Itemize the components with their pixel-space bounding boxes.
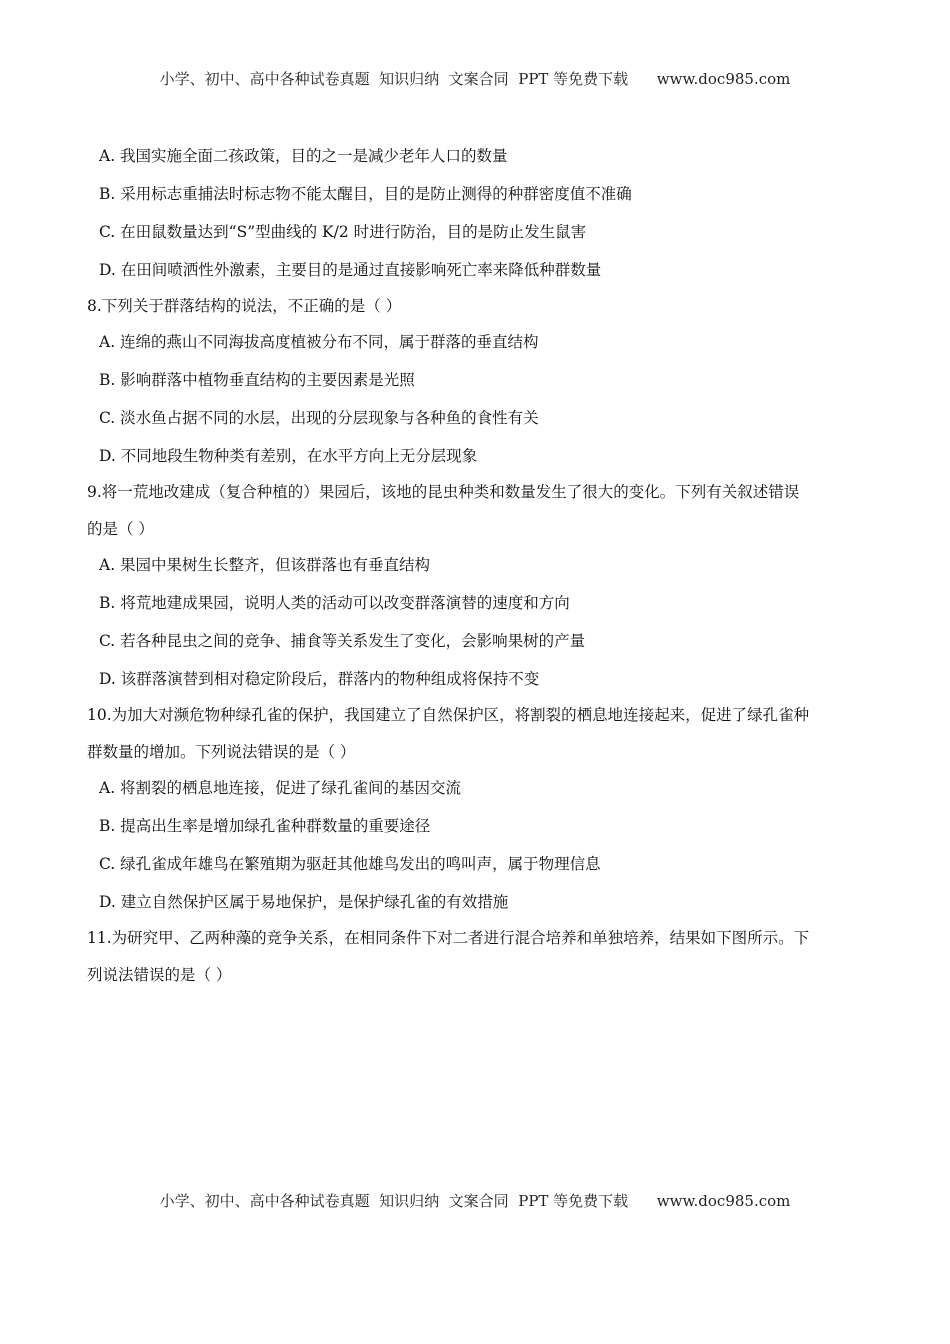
q9-stem-line-2: 的是（ ） <box>87 520 154 538</box>
q7-option-a: A. 我国实施全面二孩政策，目的之一是减少老年人口的数量 <box>99 147 508 165</box>
q9-option-c: C. 若各种昆虫之间的竞争、捕食等关系发生了变化，会影响果树的产量 <box>99 632 586 650</box>
page-header: 小学、初中、高中各种试卷真题 知识归纳 文案合同 PPT 等免费下载 www.doc985.com <box>159 70 791 88</box>
q9-option-a: A. 果园中果树生长整齐，但该群落也有垂直结构 <box>99 556 431 574</box>
q11-stem-line-1: 11.为研究甲、乙两种藻的竞争关系，在相同条件下对二者进行混合培养和单独培养，结果如下图所示。下 <box>87 929 810 947</box>
q9-option-b: B. 将荒地建成果园，说明人类的活动可以改变群落演替的速度和方向 <box>99 594 570 612</box>
q10-option-b: B. 提高出生率是增加绿孔雀种群数量的重要途径 <box>99 817 431 835</box>
q7-option-c: C. 在田鼠数量达到“S”型曲线的 K/2 时进行防治，目的是防止发生鼠害 <box>99 223 587 241</box>
q10-stem-line-2: 群数量的增加。下列说法错误的是（ ） <box>87 743 356 761</box>
q8-stem: 8.下列关于群落结构的说法，不正确的是（ ） <box>87 297 402 315</box>
q10-option-d: D. 建立自然保护区属于易地保护，是保护绿孔雀的有效措施 <box>99 893 509 911</box>
q9-stem-line-1: 9.将一荒地改建成（复合种植的）果园后，该地的昆虫种类和数量发生了很大的变化。下列有关叙述错误 <box>87 483 800 501</box>
q10-option-a: A. 将割裂的栖息地连接，促进了绿孔雀间的基因交流 <box>99 779 462 797</box>
q10-stem-line-1: 10.为加大对濒危物种绿孔雀的保护，我国建立了自然保护区，将割裂的栖息地连接起来，促进了绿孔雀种 <box>87 706 810 724</box>
page-footer: 小学、初中、高中各种试卷真题 知识归纳 文案合同 PPT 等免费下载 www.doc985.com <box>159 1192 791 1210</box>
q11-stem-line-2: 列说法错误的是（ ） <box>87 966 232 984</box>
q8-option-c: C. 淡水鱼占据不同的水层，出现的分层现象与各种鱼的食性有关 <box>99 409 539 427</box>
q7-option-d: D. 在田间喷洒性外激素，主要目的是通过直接影响死亡率来降低种群数量 <box>99 261 602 279</box>
q8-option-d: D. 不同地段生物种类有差别，在水平方向上无分层现象 <box>99 447 478 465</box>
q8-option-b: B. 影响群落中植物垂直结构的主要因素是光照 <box>99 371 415 389</box>
q7-option-b: B. 采用标志重捕法时标志物不能太醒目，目的是防止测得的种群密度值不准确 <box>99 185 632 203</box>
q8-option-a: A. 连绵的燕山不同海拔高度植被分布不同，属于群落的垂直结构 <box>99 333 539 351</box>
q10-option-c: C. 绿孔雀成年雄鸟在繁殖期为驱赶其他雄鸟发出的鸣叫声，属于物理信息 <box>99 855 601 873</box>
q9-option-d: D. 该群落演替到相对稳定阶段后，群落内的物种组成将保持不变 <box>99 670 540 688</box>
